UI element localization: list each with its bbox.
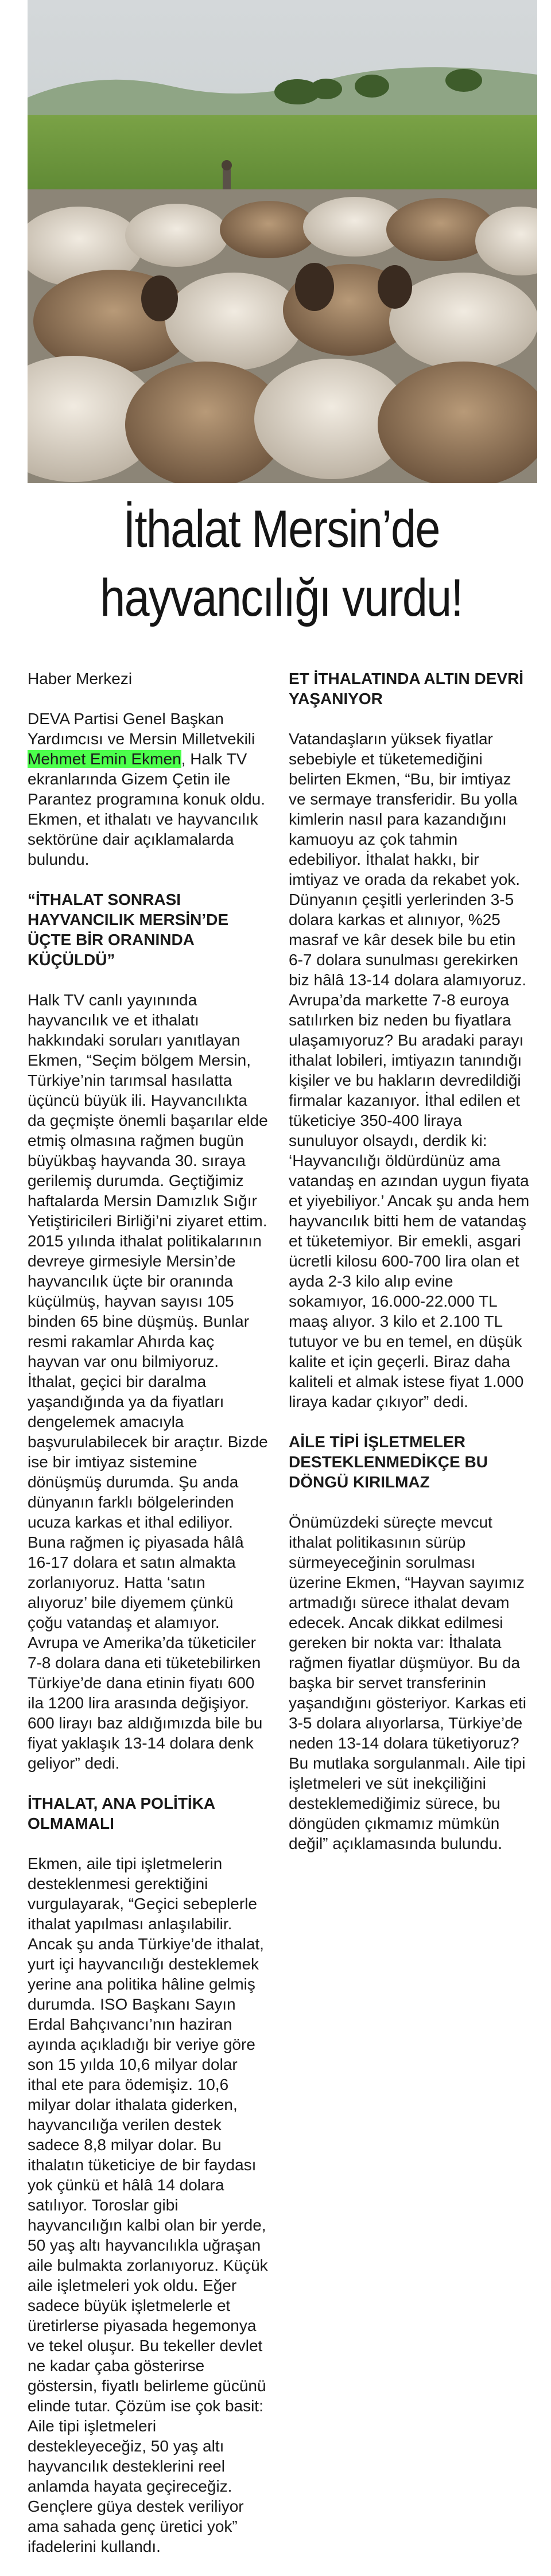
section3-body: Vatandaşların yüksek fiyatlar sebebiyle et tüketemediğini belirten Ekmen, “Bu, bir imtiyaz ve sermaye transferidir. Bu yolla kimlerin nasıl para kazandığını kamuoyu az çok tahmin edebiliyor. İthalat hakkı, bir imtiyaz ve orada da rekabet yok. Dünyanın çeşitli yerlerinden 3-5 dolara karkas et alınıyor, %25 masraf ve kâr desek bile bu etin 6-7 dolara sunulması gerekirken biz hâlâ 13-14 dolara alamıyoruz. Avrupa’da markette 7-8 euroya satılırken biz neden bu fiyatlara ulaşamıyoruz? Bu aradaki parayı ithalat lobileri, imtiyazın tanındığı kişiler ve bu hakların devredildiği firmalar kazanıyor. İthal edilen et tüketiciye 350-400 liraya sunuluyor olsaydı, derdik ki: ‘Hayvancılığı öldürdünüz ama vatandaş en azından uygun fiyata et yiyebiliyor.’ Ancak şu anda hem hayvancılık bitti hem de vatandaş et tüketemiyor. Bir emekli, asgari ücretli kilosu 600-700 lira olan et ayda 2-3 kilo alıp evine sokamıyor, 16.000-22.000 TL maaş alıyor. 3 kilo et 2.100 TL tutuyor ve bu en temel, en düşük kalite et için geçerli. Biraz daha kaliteli et almak istese fiyat 1.000 liraya kadar çıkıyor” dedi. bbox=[289, 730, 530, 1411]
headline bbox=[59, 495, 503, 632]
lead-highlight: Mehmet Emin Ekmen bbox=[28, 750, 181, 768]
section1-title: “İTHALAT SONRASI HAYVANCILIK MERSİN’DE ÜÇTE BİR ORANINDA KÜÇÜLDÜ” bbox=[28, 891, 229, 969]
headline-line1: İthalat Mersin’de bbox=[123, 500, 440, 558]
section2-body: Ekmen, aile tipi işletmelerin desteklenmesi gerektiğini vurgulayarak, “Geçici sebeplerle ithalat yapılması anlaşılabilir. Ancak şu anda Türkiye’de ithalat, yurt içi hayvancılığı desteklemek yerine ana politika hâline gelmiş durumda. ISO Başkanı Sayın Erdal Bahçıvancı’nın haziran ayında açıkladığı bir veriye göre son 15 yılda 10,6 milyar dolar ithal ete para ödemişiz. 10,6 milyar dolar ithalata giderken, hayvancılığa verilen destek sadece 8,8 milyar dolar. Bu ithalatın tüketiciye de bir faydası yok çünkü et hâlâ 14 dolara satılıyor. Toroslar gibi hayvancılığın kalbi olan bir yerde, 50 yaş altı hayvancılıkla uğraşan aile bulmakta zorlanıyoruz. Küçük aile işletmeleri yok oldu. Eğer sadece büyük işletmelerle et üretirlerse piyasada hegemonya ve tekel oluşur. Bu tekeller devlet ne kadar çaba gösterirse göstersin, fiyatlı belirleme gücünü elinde tutar. Çözüm ise çok basit: Aile tipi işletmeleri destekleyeceğiz, 50 yaş altı hayvancılık desteklerini reel anlamda hayata geçireceğiz. Gençlere güya destek veriliyor ama sahada genç üretici yok” ifadelerini kullandı. bbox=[28, 1855, 268, 2555]
section4-title: AİLE TİPİ İŞLETMELER DESTEKLENMEDİKÇE BU DÖNGÜ KIRILMAZ bbox=[289, 1433, 488, 1491]
lead-after: , Halk TV ekranlarında Gizem Çetin ile Parantez programına konuk oldu. Ekmen, et ithalatı ve hayvancılık sektörüne dair açıklamalarda bulundu. bbox=[28, 750, 266, 868]
headline-line2: hayvancılığı vurdu! bbox=[100, 569, 463, 627]
column-right bbox=[289, 669, 530, 1854]
section2-title: İTHALAT, ANA POLİTİKA OLMAMALI bbox=[28, 1794, 215, 1832]
byline: Haber Merkezi bbox=[28, 670, 133, 687]
article-photo bbox=[28, 0, 537, 483]
article-body bbox=[28, 669, 538, 2568]
lead-before: DEVA Partisi Genel Başkan Yardımcısı ve Mersin Milletvekili bbox=[28, 710, 255, 748]
section3-title: ET İTHALATINDA ALTIN DEVRİ YAŞANIYOR bbox=[289, 670, 524, 708]
section1-body: Halk TV canlı yayınında hayvancılık ve et ithalatı hakkındaki soruları yanıtlayan Ekmen, “Seçim bölgem Mersin, Türkiye’nin tarımsal hasılatta üçüncü büyük ili. Hayvancılıkta da geçmişte önemli başarılar elde etmiş olmasına rağmen bugün büyükbaş hayvanda 30. sıraya gerilemiş durumda. Geçtiğimiz haftalarda Mersin Damızlık Sığır Yetiştiricileri Birliği’ni ziyaret ettim. 2015 yılında ithalat politikalarının devreye girmesiyle Mersin’de hayvancılık üçte bir oranında küçülmüş, hayvan sayısı 105 binden 65 bine düşmüş. Bunlar resmi rakamlar Ahırda kaç hayvan var onu bilmiyoruz. İthalat, geçici bir daralma yaşandığında ya da fiyatları dengelemek amacıyla başvurulabilecek bir araçtır. Bizde ise bir imtiyaz sistemine dönüşmüş durumda. Şu anda dünyanın farklı bölgelerinden ucuza karkas et ithal ediliyor. Buna rağmen iç piyasada hâlâ 16-17 dolara et satın almakta zorlanıyoruz. Hatta ‘satın alıyoruz’ bile diyemem çünkü çoğu vatandaş et alamıyor. Avrupa ve Amerika’da tüketiciler 7-8 dolara dana eti tüketebilirken Türkiye’de dana etinin fiyatı 600 ila 1200 lira arasında değişiyor. 600 lirayı baz aldığımızda bile bu fiyat yaklaşık 13-14 dolara denk geliyor” dedi. bbox=[28, 991, 268, 1772]
section4-body: Önümüzdeki süreçte mevcut ithalat politikasının sürüp sürmeyeceğinin sorulması üzerine Ekmen, “Hayvan sayımız artmadığı sürece ithalat devam edecek. Ancak dikkat edilmesi gereken bir nokta var: İthalata rağmen fiyatlar düşmüyor. Bu da başka bir servet transferinin yaşandığını gösteriyor. Karkas eti 3-5 dolara alıyorlarsa, Türkiye’de neden 13-14 dolara tüketiyoruz? Bu mutlaka sorgulanmalı. Aile tipi işletmeleri ve süt inekçiliğini desteklemediğimiz sürece, bu döngüden çıkmamız mümkün değil” açıklamasında bulundu. bbox=[289, 1513, 526, 1852]
column-left bbox=[28, 669, 269, 2556]
sheep-flock-photo bbox=[28, 0, 537, 483]
lead-paragraph bbox=[28, 709, 269, 869]
